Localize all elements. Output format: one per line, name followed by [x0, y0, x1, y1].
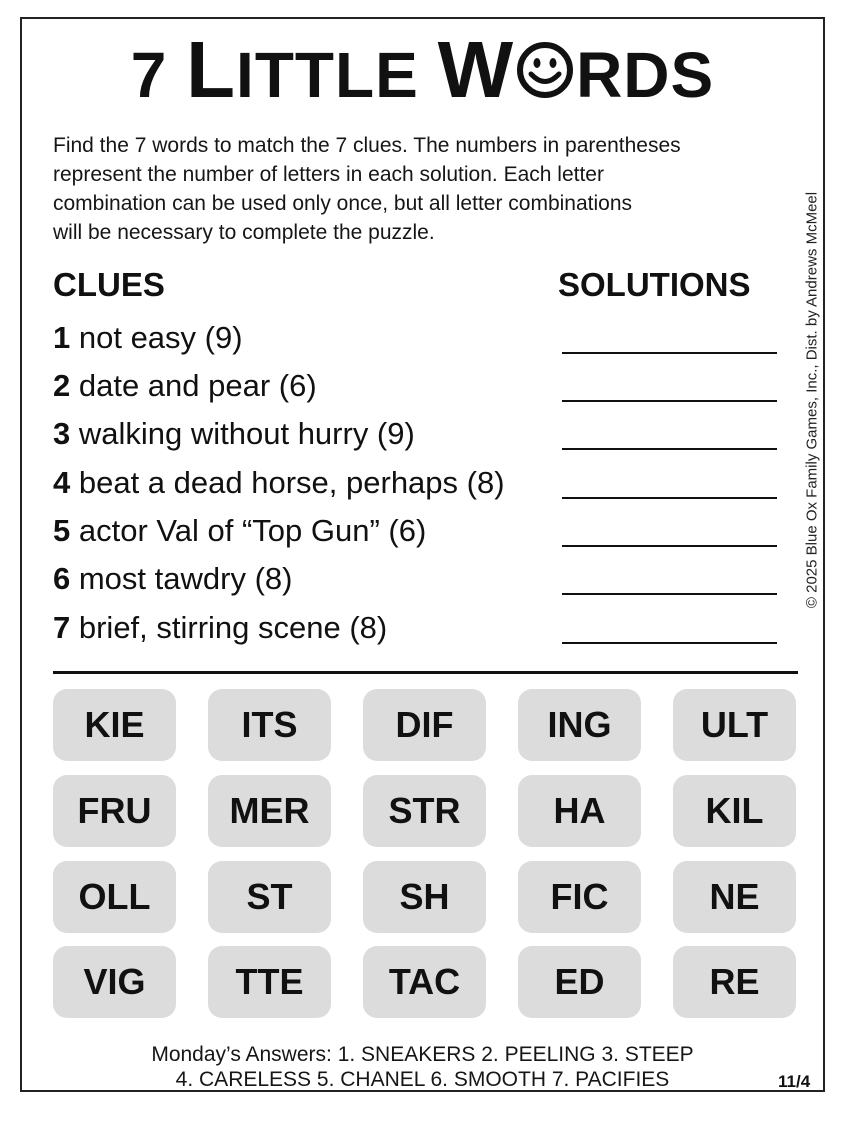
letter-tile[interactable]: OLL — [53, 861, 176, 933]
letter-tile[interactable]: FRU — [53, 775, 176, 847]
letter-tile[interactable]: STR — [363, 775, 486, 847]
solution-blank-7[interactable] — [562, 642, 777, 644]
clue-number: 2 — [53, 368, 71, 403]
letter-tile[interactable]: ED — [518, 946, 641, 1018]
clue-number: 1 — [53, 320, 71, 355]
solution-blank-1[interactable] — [562, 352, 777, 354]
clue-text: walking without hurry (9) — [70, 416, 415, 451]
clue-text: not easy (9) — [70, 320, 243, 355]
clue-number: 3 — [53, 416, 71, 451]
clue-text: beat a dead horse, perhaps (8) — [70, 465, 505, 500]
clue-number: 7 — [53, 610, 71, 645]
letter-tile[interactable]: KIL — [673, 775, 796, 847]
letter-tile[interactable]: TAC — [363, 946, 486, 1018]
clue-number: 5 — [53, 513, 71, 548]
title-number: 7 — [130, 39, 187, 111]
puzzle-date: 11/4 — [778, 1072, 811, 1091]
clue-text: date and pear (6) — [70, 368, 317, 403]
letter-tile[interactable]: SH — [363, 861, 486, 933]
previous-answers-line-2: 4. CARELESS 5. CHANEL 6. SMOOTH 7. PACIFIES — [175, 1068, 670, 1091]
letter-tile[interactable]: NE — [673, 861, 796, 933]
title-cap-l: L — [186, 25, 237, 114]
clue-7 — [53, 608, 387, 648]
clue-4 — [53, 463, 505, 503]
letter-tile[interactable]: KIE — [53, 689, 176, 761]
instructions-line: Find the 7 words to match the 7 clues. The numbers in parentheses — [53, 134, 681, 157]
solution-blank-3[interactable] — [562, 448, 777, 450]
instructions — [53, 131, 803, 247]
clue-text: actor Val of “Top Gun” (6) — [70, 513, 427, 548]
letter-tile[interactable]: ING — [518, 689, 641, 761]
puzzle-title — [20, 25, 825, 115]
title-word-rds: RDS — [576, 39, 715, 111]
solution-blank-5[interactable] — [562, 545, 777, 547]
letter-tile[interactable]: HA — [518, 775, 641, 847]
instructions-line: combination can be used only once, but all letter combinations — [53, 192, 633, 215]
clue-number: 4 — [53, 465, 71, 500]
solution-blank-6[interactable] — [562, 593, 777, 595]
solution-blank-4[interactable] — [562, 497, 777, 499]
instructions-line: represent the number of letters in each solution. Each letter — [53, 163, 604, 186]
clue-text: brief, stirring scene (8) — [70, 610, 388, 645]
letter-tile[interactable]: MER — [208, 775, 331, 847]
solution-blank-2[interactable] — [562, 400, 777, 402]
letter-tile[interactable]: TTE — [208, 946, 331, 1018]
clue-5 — [53, 511, 426, 551]
solutions-heading: SOLUTIONS — [558, 266, 751, 303]
copyright-notice: © 2025 Blue Ox Family Games, Inc., Dist. by Andrews McMeel — [803, 191, 821, 609]
title-word-little: ITTLE — [236, 39, 438, 111]
clue-1 — [53, 318, 243, 358]
clue-2 — [53, 366, 317, 406]
letter-tile[interactable]: DIF — [363, 689, 486, 761]
letter-tile[interactable]: FIC — [518, 861, 641, 933]
clue-number: 6 — [53, 561, 71, 596]
instructions-line: will be necessary to complete the puzzle. — [53, 221, 435, 244]
clue-6 — [53, 559, 292, 599]
previous-answers-line-1: Monday’s Answers: 1. SNEAKERS 2. PEELING 3. STEEP — [151, 1043, 694, 1066]
clue-3 — [53, 414, 415, 454]
smiley-icon — [516, 37, 574, 95]
divider — [53, 671, 798, 674]
letter-tile[interactable]: ST — [208, 861, 331, 933]
clues-heading: CLUES — [53, 266, 165, 303]
letter-tile[interactable]: RE — [673, 946, 796, 1018]
letter-tile[interactable]: ITS — [208, 689, 331, 761]
letter-tile[interactable]: VIG — [53, 946, 176, 1018]
letter-tile[interactable]: ULT — [673, 689, 796, 761]
clue-text: most tawdry (8) — [70, 561, 293, 596]
title-cap-w: W — [437, 25, 515, 114]
